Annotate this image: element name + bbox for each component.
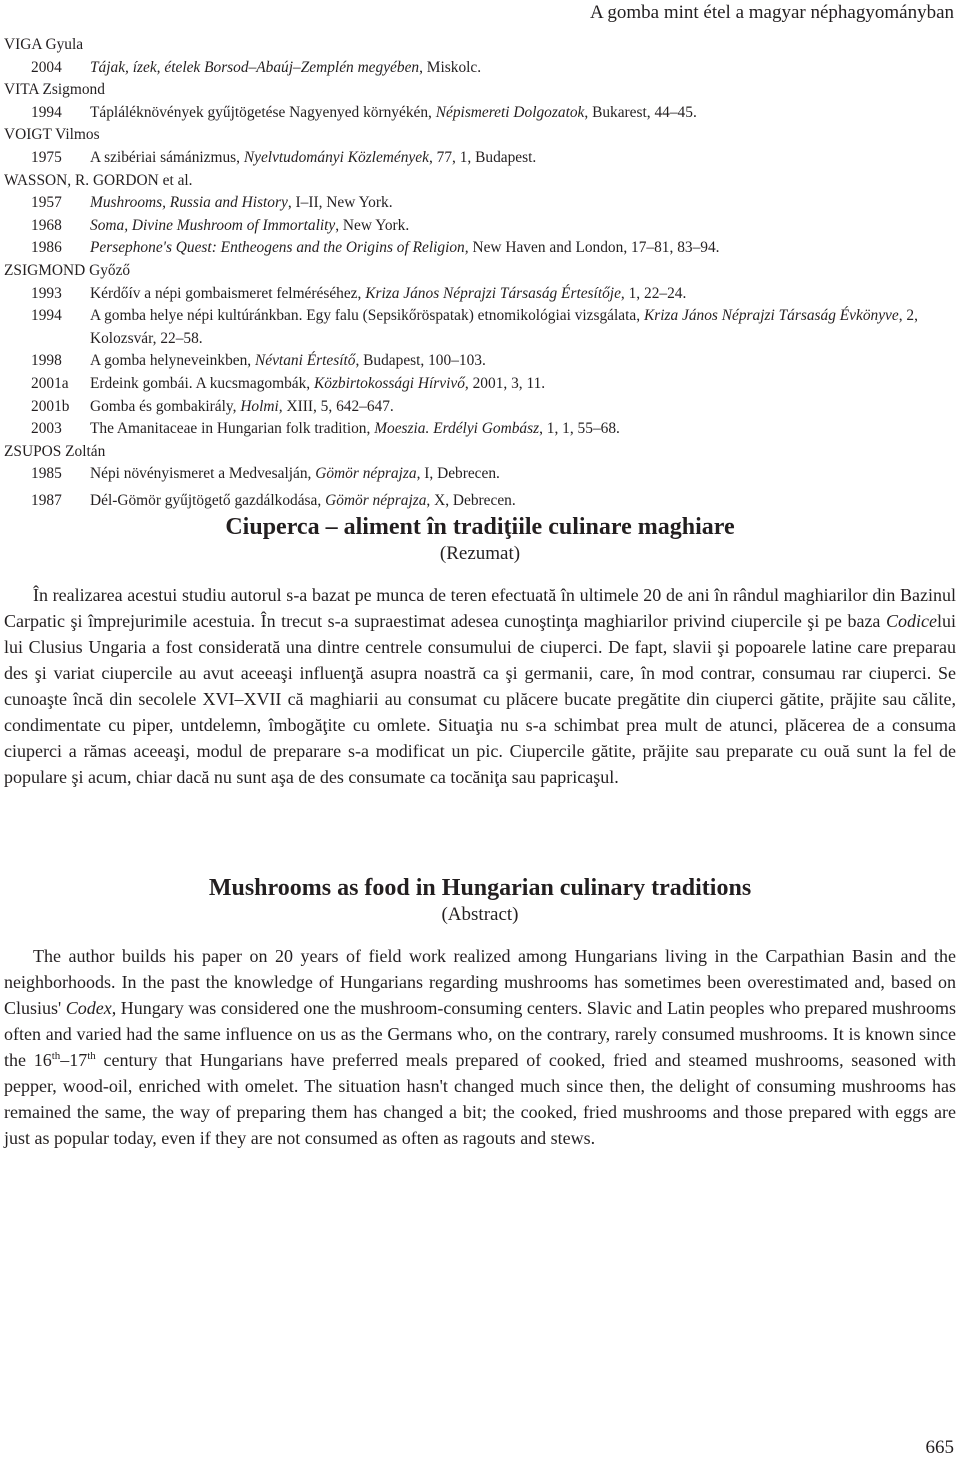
reference-entry [4, 373, 956, 396]
text-run: , I, Debrecen. [416, 465, 500, 483]
text-run: , 1, 22–24. [620, 284, 687, 302]
reference-text [90, 373, 956, 396]
reference-entry [4, 102, 956, 125]
text-run: The author builds his paper on 20 years of field work realized among Hungarians living in the Carpathian Basin and the neighborhoods. In the past the knowledge of Hungarians regarding mushrooms has sometimes been overestimated and, based on Clusius' [4, 946, 956, 1018]
reference-year: 1975 [31, 148, 62, 166]
text-run: , 2, Kolozsvár, 22–58. [90, 307, 918, 347]
summary-romanian-subtitle: (Rezumat) [439, 543, 521, 564]
summary-english-title: Mushrooms as food in Hungarian culinary traditions [208, 875, 752, 901]
text-run: , I–II, New York. [287, 194, 393, 212]
text-run: Kérdőív a népi gombaismeret felméréséhez, [90, 284, 366, 302]
italic-text: Népismereti Dolgozatok [435, 103, 585, 121]
italic-text: Soma, Divine Mushroom of Immortality [90, 216, 336, 234]
reference-text [90, 283, 956, 306]
reference-entry [4, 350, 956, 373]
text-run: –17 [60, 1050, 88, 1070]
text-run: Tápláléknövények gyűjtögetése Nagyenyed környékén, [90, 103, 436, 121]
reference-text [90, 418, 956, 441]
italic-text: Tájak, ízek, ételek Borsod–Abaúj–Zemplén megyében [90, 58, 420, 76]
reference-year: 1968 [31, 216, 62, 234]
reference-entry [4, 215, 956, 238]
italic-text: Mushrooms, Russia and History [90, 194, 288, 212]
summary-romanian-title: Ciuperca – aliment în tradiţiile culinare maghiare [225, 514, 735, 540]
reference-year: 1994 [31, 307, 62, 325]
reference-year: 1957 [31, 194, 62, 212]
italic-text: Névtani Értesítő [254, 352, 356, 370]
reference-year: 2004 [31, 58, 62, 76]
italic-text: Moeszia. Erdélyi Gombász [374, 420, 540, 438]
text-run: Erdeink gombái. A kucsmagombák, [90, 374, 314, 392]
reference-entry [4, 305, 956, 350]
reference-year: 2001b [31, 397, 70, 415]
reference-year: 2001a [31, 374, 69, 392]
italic-text: Codex [65, 998, 112, 1018]
reference-entry [4, 490, 956, 513]
reference-year: 1985 [31, 465, 62, 483]
text-run: Gomba és gombakirály, [90, 397, 241, 415]
reference-entry [4, 57, 956, 80]
reference-text [90, 57, 956, 80]
text-run: , 2001, 3, 11. [464, 374, 546, 392]
reference-year: 1986 [31, 239, 62, 257]
text-run: , 77, 1, Budapest. [428, 148, 537, 166]
summary-english-subtitle: (Abstract) [441, 904, 519, 925]
superscript: th [87, 1050, 96, 1062]
text-run: , X, Debrecen. [426, 491, 516, 509]
text-run: A gomba helye népi kultúránkban. Egy falu (Sepsikőröspatak) etnomikológiai vizsgálata, [90, 307, 644, 325]
text-run: Népi növényismeret a Medvesalján, [90, 465, 316, 483]
italic-text: Gömör néprajza [325, 491, 427, 509]
superscript: th [51, 1050, 61, 1062]
text-run: , Budapest, 100–103. [355, 352, 486, 370]
reference-text [90, 396, 956, 419]
reference-text [90, 147, 956, 170]
italic-text: Gömör néprajza [315, 465, 417, 483]
text-run: , New York. [335, 216, 410, 234]
reference-text [90, 490, 956, 513]
reference-year: 1987 [31, 491, 62, 509]
italic-text: Persephone's Quest: Entheogens and the Origins of Religion, [90, 239, 469, 257]
running-head: A gomba mint étel a magyar néphagyományban [589, 2, 954, 23]
text-run: XIII, 5, 642–647. [282, 397, 394, 415]
reference-text [90, 192, 956, 215]
text-run: New Haven and London, 17–81, 83–94. [468, 239, 720, 257]
text-run: , 1, 1, 55–68. [539, 420, 620, 438]
summary-romanian-body [4, 582, 956, 790]
italic-text: Nyelvtudományi Közlemények [243, 148, 429, 166]
reference-year: 1998 [31, 352, 62, 370]
reference-text [90, 102, 956, 125]
reference-text [90, 305, 956, 350]
text-run: century that Hungarians have preferred meals prepared of cooked, fried and steamed mushrooms, seasoned with pepper, wood-oil, enriched with omelet. The situation hasn't changed much since then, the delight of consuming mushrooms has remained the same, the way of preparing them has changed a bit; the cooked, fried mushrooms and those prepared with eggs are just as popular today, even if they are not consumed as often as ragouts and stews. [4, 1050, 956, 1148]
text-run: The Amanitaceae in Hungarian folk tradition, [90, 420, 375, 438]
reference-author: VIGA Gyula [4, 36, 84, 53]
reference-author: ZSIGMOND Győző [4, 261, 131, 279]
reference-entry [4, 237, 956, 260]
italic-text: Kriza János Néprajzi Társaság Évkönyve [643, 307, 899, 325]
reference-text [90, 215, 956, 238]
reference-entry [4, 192, 956, 215]
text-run: lui lui Clusius Ungaria a fost considerată una dintre centrele consumului de ciuperci. De fapt, slavii şi popoarele latine care preparau des şi variat ciupercile au avut aceeaşi influenţă asupra noastră ca şi germanii, care, în mod contrar, consumau rar ciuperci. Se cunoaşte încă din secolele XVI–XVII că maghiarii au consumat cu plăcere bucate pregătite din ciuperci gătite, prăjite sau călite, condimentate cu piper, untdelemn, îmbogăţite cu omlete. Situaţia nu s-a schimbat prea mult de atunci, plăcerea de a consuma ciuperci a rămas aceeaşi, modul de preparare s-a modificat un pic. Ciupercile gătite, prăjite sau preparate cu ouă sunt la fel de populare şi acum, chiar dacă nu sunt aşa de des consumate ca tocăniţa sau papricaşul. [4, 611, 956, 787]
reference-text [90, 350, 956, 373]
text-run: A gomba helyneveinkben, [90, 352, 255, 370]
summary-english-body [4, 943, 956, 1151]
text-run: , Miskolc. [419, 58, 482, 76]
page-number: 665 [925, 1437, 954, 1458]
reference-author: WASSON, R. GORDON et al. [4, 171, 193, 189]
reference-text [90, 463, 956, 486]
text-run: A szibériai sámánizmus, [90, 148, 244, 166]
text-run: În realizarea acestui studiu autorul s-a bazat pe munca de teren efectuată în ultimele 20 de ani în rândul maghiarilor din Bazinul Carpatic şi împrejurimile acestuia. În trecut s-a supraestimat adesea cunoştinţa maghiarilor privind ciupercile şi pe baza [4, 585, 956, 631]
reference-author: VOIGT Vilmos [4, 126, 100, 144]
text-run: , Hungary was considered one the mushroom-consuming centers. Slavic and Latin peoples who prepared mushrooms often and varied had the same influence on us as the Germans who, on the contrary, rarely consumed mushrooms. It is known since the 16 [4, 998, 956, 1070]
italic-text: Codice [885, 611, 937, 631]
summary-english [4, 873, 956, 1151]
text-run: , Bukarest, 44–45. [584, 103, 697, 121]
italic-text: Holmi, [240, 397, 283, 415]
reference-author: VITA Zsigmond [4, 81, 105, 99]
italic-text: Kriza János Néprajzi Társaság Értesítője [365, 284, 621, 302]
reference-text [90, 237, 956, 260]
reference-entry [4, 463, 956, 486]
summary-romanian [4, 512, 956, 790]
reference-year: 2003 [31, 420, 62, 438]
text-run: Dél-Gömör gyűjtögető gazdálkodása, [90, 491, 326, 509]
reference-year: 1993 [31, 284, 62, 302]
reference-entry [4, 396, 956, 419]
reference-author: ZSUPOS Zoltán [4, 442, 106, 460]
reference-year: 1994 [31, 103, 62, 121]
reference-entry [4, 418, 956, 441]
reference-entry [4, 283, 956, 306]
bibliography [4, 34, 956, 512]
reference-entry [4, 147, 956, 170]
italic-text: Közbirtokossági Hírvivő [313, 374, 465, 392]
